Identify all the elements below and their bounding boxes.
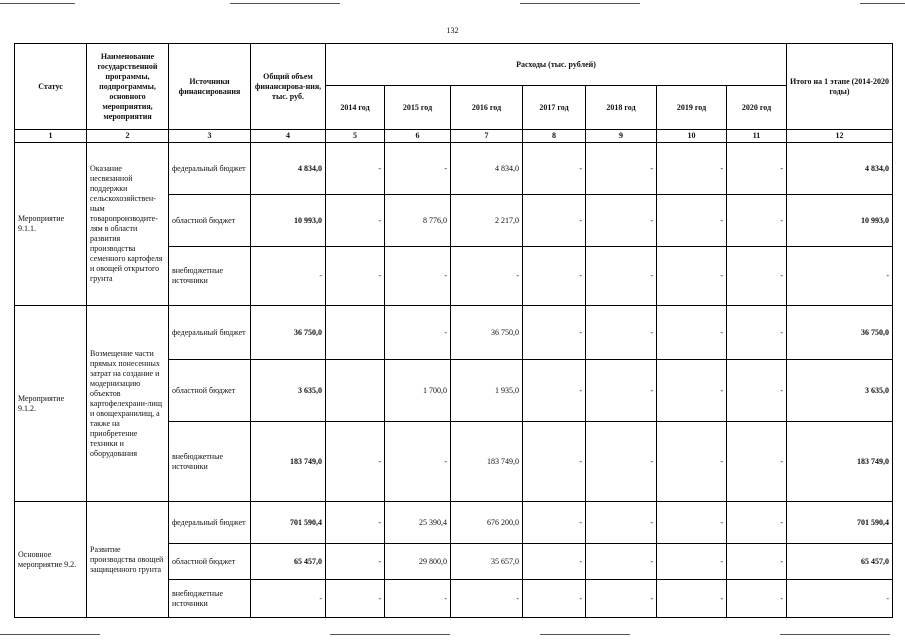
header-status: Статус [15, 44, 87, 130]
column-number: 4 [251, 130, 326, 143]
row-source: внебюджетные источники [169, 422, 251, 502]
cell-2017: - [523, 195, 586, 247]
header-total: Общий объем финансирова-ния, тыс. руб. [251, 44, 326, 130]
page-number: 132 [446, 26, 459, 35]
header-name: Наименование государственной программы, подпрограммы, основного мероприятия, мероприятия [87, 44, 169, 130]
cell-2016: 183 749,0 [451, 422, 523, 502]
scan-edge-line [330, 634, 450, 635]
column-number: 11 [727, 130, 787, 143]
cell-2015: - [385, 580, 451, 618]
cell-summary: - [787, 247, 893, 306]
row-total: 3 635,0 [251, 360, 326, 422]
cell-2017: - [523, 143, 586, 195]
cell-2020: - [727, 502, 787, 544]
cell-2018: - [586, 360, 657, 422]
column-number: 1 [15, 130, 87, 143]
cell-2014 [326, 360, 385, 422]
cell-2015: - [385, 306, 451, 360]
cell-2015: - [385, 247, 451, 306]
row-source: внебюджетные источники [169, 247, 251, 306]
row-status: Мероприятие 9.1.2. [15, 306, 87, 502]
scan-edge-line [0, 634, 100, 635]
cell-2015: 8 776,0 [385, 195, 451, 247]
header-year: 2015 год [385, 86, 451, 130]
row-source: внебюджетные источники [169, 580, 251, 618]
column-number: 7 [451, 130, 523, 143]
column-number: 3 [169, 130, 251, 143]
cell-2016: 35 657,0 [451, 544, 523, 580]
scan-edge-line [0, 3, 75, 4]
cell-2018: - [586, 422, 657, 502]
table-row [15, 143, 893, 195]
cell-2019: - [657, 544, 727, 580]
cell-2016: 36 750,0 [451, 306, 523, 360]
cell-2016: - [451, 247, 523, 306]
cell-2018: - [586, 143, 657, 195]
cell-summary: 4 834,0 [787, 143, 893, 195]
row-status: Мероприятие 9.1.1. [15, 143, 87, 306]
column-number: 2 [87, 130, 169, 143]
row-source: федеральный бюджет [169, 502, 251, 544]
row-total: - [251, 580, 326, 618]
row-total: 36 750,0 [251, 306, 326, 360]
cell-2020: - [727, 580, 787, 618]
header-year: 2017 год [523, 86, 586, 130]
cell-2018: - [586, 306, 657, 360]
cell-summary: 183 749,0 [787, 422, 893, 502]
cell-2018: - [586, 502, 657, 544]
cell-2017: - [523, 247, 586, 306]
row-source: областной бюджет [169, 360, 251, 422]
row-name: Развитие производства овощей защищенного грунта [87, 502, 169, 618]
cell-2016: - [451, 580, 523, 618]
cell-2015: 1 700,0 [385, 360, 451, 422]
row-name: Возмещение части прямых понесенных затрат на создание и модернизацию объектов картофелехрани-лищ и овощехранилищ, а также на приобретение техники и оборудования [87, 306, 169, 502]
cell-2018: - [586, 195, 657, 247]
row-total: - [251, 247, 326, 306]
header-year: 2020 год [727, 86, 787, 130]
cell-2017: - [523, 502, 586, 544]
cell-2017: - [523, 544, 586, 580]
cell-2019: - [657, 360, 727, 422]
cell-2019: - [657, 422, 727, 502]
column-number: 12 [787, 130, 893, 143]
header-year: 2019 год [657, 86, 727, 130]
column-number: 10 [657, 130, 727, 143]
cell-2017: - [523, 306, 586, 360]
cell-2020: - [727, 306, 787, 360]
row-status: Основное мероприятие 9.2. [15, 502, 87, 618]
cell-2020: - [727, 360, 787, 422]
row-total: 4 834,0 [251, 143, 326, 195]
cell-2014: - [326, 247, 385, 306]
scan-edge-line [230, 3, 340, 4]
budget-table [14, 43, 893, 618]
cell-summary: - [787, 580, 893, 618]
cell-summary: 36 750,0 [787, 306, 893, 360]
cell-2018: - [586, 580, 657, 618]
cell-2014: - [326, 580, 385, 618]
scan-edge-line [780, 634, 890, 635]
cell-2014: - [326, 143, 385, 195]
scan-edge-line [860, 3, 905, 4]
cell-2014: - [326, 195, 385, 247]
cell-2018: - [586, 544, 657, 580]
row-total: 65 457,0 [251, 544, 326, 580]
cell-2016: 1 935,0 [451, 360, 523, 422]
row-source: областной бюджет [169, 544, 251, 580]
cell-2020: - [727, 544, 787, 580]
row-source: областной бюджет [169, 195, 251, 247]
header-expenses: Расходы (тыс. рублей) [326, 44, 787, 86]
row-name: Оказание несвязанной поддержки сельскохозяйствен-ным товаропроизводите-лям в области развития производства семенного картофеля и овощей открытого грунта [87, 143, 169, 306]
cell-2019: - [657, 195, 727, 247]
cell-summary: 10 993,0 [787, 195, 893, 247]
cell-2020: - [727, 247, 787, 306]
cell-2014: - [326, 502, 385, 544]
cell-2020: - [727, 143, 787, 195]
scan-edge-line [520, 3, 640, 4]
cell-2017: - [523, 360, 586, 422]
cell-2020: - [727, 195, 787, 247]
cell-summary: 3 635,0 [787, 360, 893, 422]
cell-2017: - [523, 580, 586, 618]
cell-2019: - [657, 143, 727, 195]
cell-2014: - [326, 544, 385, 580]
table-row [15, 306, 893, 360]
cell-2016: 676 200,0 [451, 502, 523, 544]
cell-2017: - [523, 422, 586, 502]
cell-2015: - [385, 422, 451, 502]
cell-2014 [326, 306, 385, 360]
header-year: 2018 год [586, 86, 657, 130]
row-source: федеральный бюджет [169, 143, 251, 195]
header-summary: Итого на 1 этапе (2014-2020 годы) [787, 44, 893, 130]
cell-2015: 29 800,0 [385, 544, 451, 580]
cell-2019: - [657, 502, 727, 544]
cell-summary: 701 590,4 [787, 502, 893, 544]
column-number: 5 [326, 130, 385, 143]
header-year: 2016 год [451, 86, 523, 130]
cell-2018: - [586, 247, 657, 306]
row-total: 701 590,4 [251, 502, 326, 544]
row-source: федеральный бюджет [169, 306, 251, 360]
cell-2019: - [657, 306, 727, 360]
column-number: 9 [586, 130, 657, 143]
scan-edge-line [540, 634, 630, 635]
row-total: 10 993,0 [251, 195, 326, 247]
table-row [15, 502, 893, 544]
cell-2020: - [727, 422, 787, 502]
header-sources: Источники финансирования [169, 44, 251, 130]
column-number: 6 [385, 130, 451, 143]
cell-2016: 2 217,0 [451, 195, 523, 247]
cell-2019: - [657, 580, 727, 618]
cell-2014: - [326, 422, 385, 502]
header-year: 2014 год [326, 86, 385, 130]
cell-2016: 4 834,0 [451, 143, 523, 195]
row-total: 183 749,0 [251, 422, 326, 502]
cell-2015: 25 390,4 [385, 502, 451, 544]
cell-summary: 65 457,0 [787, 544, 893, 580]
cell-2019: - [657, 247, 727, 306]
cell-2015: - [385, 143, 451, 195]
column-number: 8 [523, 130, 586, 143]
